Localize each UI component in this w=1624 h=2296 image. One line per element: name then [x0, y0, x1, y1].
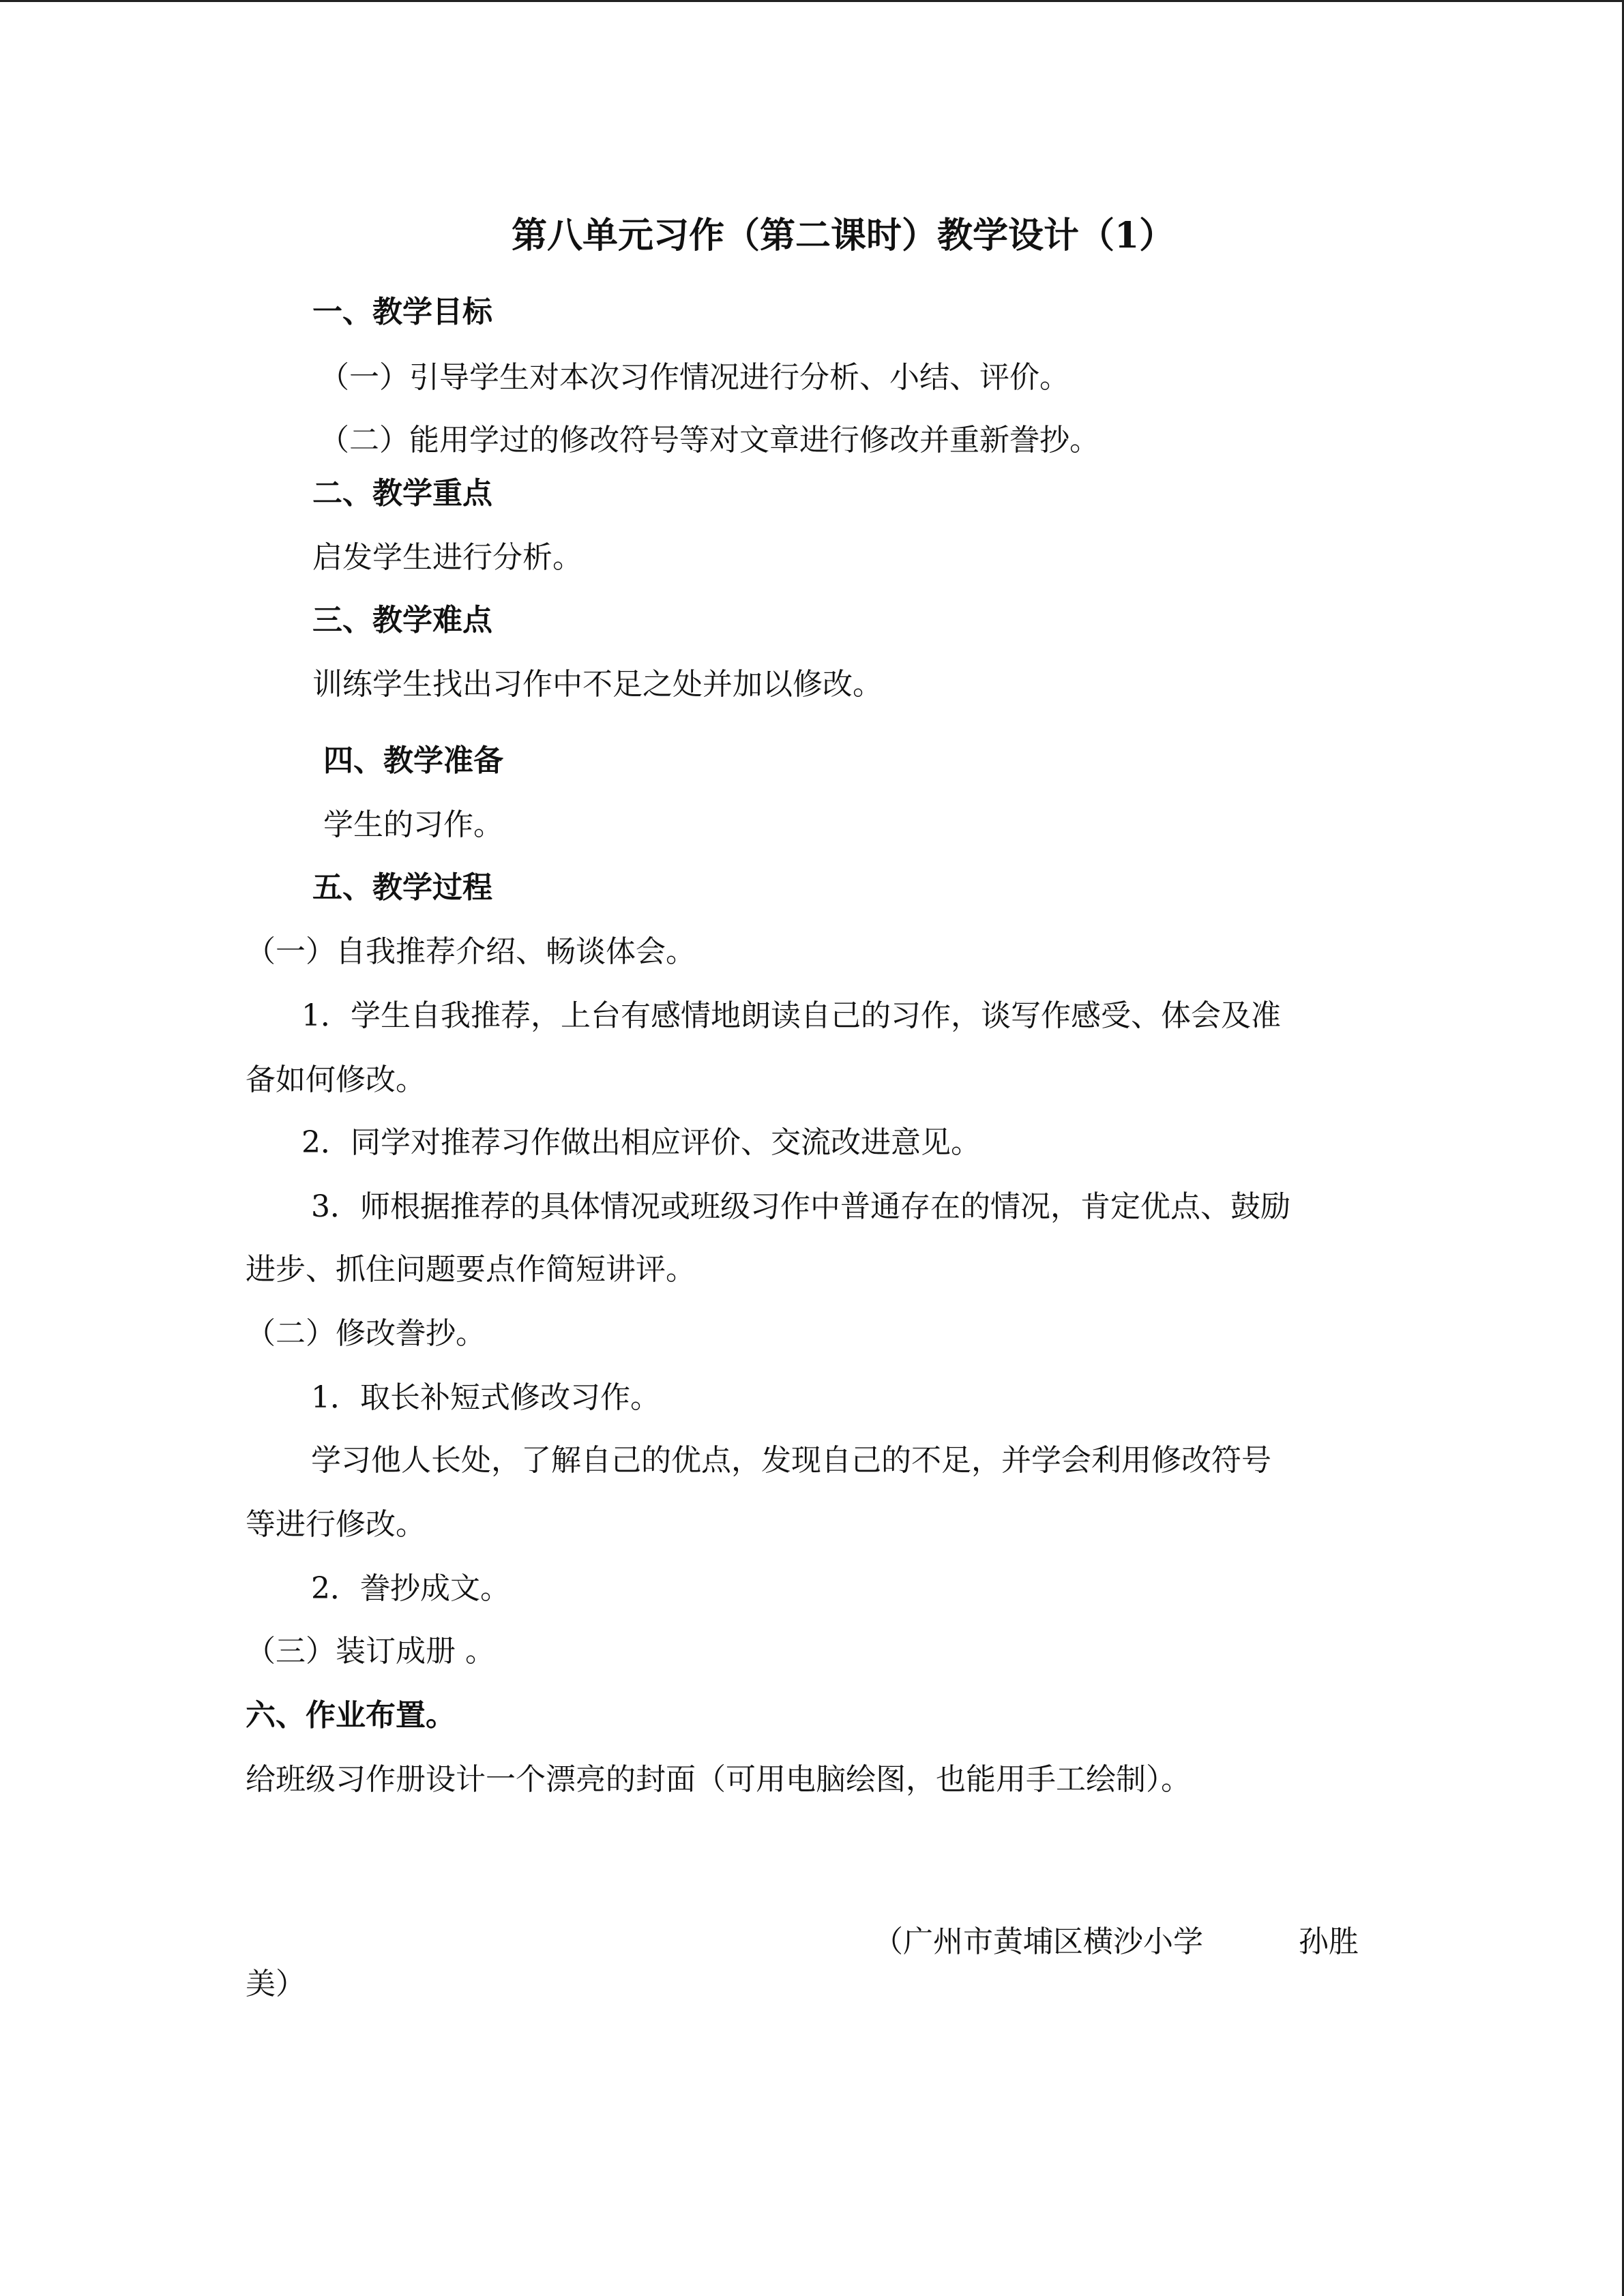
document-title: 第八单元习作（第二课时）教学设计（1） [512, 215, 1175, 256]
process-part-2-item-2: 2．誊抄成文。 [311, 1571, 510, 1606]
section-heading-homework: 六、作业布置。 [246, 1698, 456, 1733]
author-line-1: （广州市黄埔区横沙小学 孙胜 [873, 1924, 1359, 1959]
process-part-1-item-2: 2．同学对推荐习作做出相应评价、交流改进意见。 [301, 1125, 981, 1160]
process-part-3-heading: （三）装订成册 。 [246, 1634, 495, 1669]
goal-item-1: （一）引导学生对本次习作情况进行分析、小结、评价。 [319, 360, 1069, 395]
page-border-top [0, 0, 1624, 2]
key-points-text: 启发学生进行分析。 [312, 540, 582, 575]
process-part-2-item-1-text-line-1: 学习他人长处，了解自己的优点，发现自己的不足，并学会利用修改符号 [311, 1443, 1271, 1478]
goal-item-2: （二）能用学过的修改符号等对文章进行修改并重新誊抄。 [319, 423, 1099, 458]
process-part-1-item-3-line-1: 3．师根据推荐的具体情况或班级习作中普通存在的情况，肯定优点、鼓励 [311, 1189, 1290, 1224]
difficulties-text: 训练学生找出习作中不足之处并加以修改。 [312, 667, 883, 702]
process-part-2-item-1-text-line-2: 等进行修改。 [246, 1507, 426, 1542]
process-part-1-item-3-line-2: 进步、抓住问题要点作简短讲评。 [246, 1252, 696, 1287]
preparation-text: 学生的习作。 [323, 807, 503, 842]
process-part-2-item-1: 1．取长补短式修改习作。 [311, 1380, 660, 1415]
section-heading-process: 五、教学过程 [312, 870, 492, 905]
process-part-2-heading: （二）修改誊抄。 [246, 1316, 486, 1351]
author-line-2: 美） [246, 1967, 306, 2001]
section-heading-difficulties: 三、教学难点 [312, 603, 492, 638]
section-heading-key-points: 二、教学重点 [312, 476, 492, 511]
process-part-1-item-1-line-1: 1．学生自我推荐，上台有感情地朗读自己的习作，谈写作感受、体会及准 [301, 998, 1281, 1033]
homework-text: 给班级习作册设计一个漂亮的封面（可用电脑绘图，也能用手工绘制）。 [246, 1762, 1191, 1797]
section-heading-goals: 一、教学目标 [312, 295, 492, 329]
process-part-1-item-1-line-2: 备如何修改。 [246, 1062, 426, 1097]
process-part-1-heading: （一）自我推荐介绍、畅谈体会。 [246, 934, 696, 969]
section-heading-preparation: 四、教学准备 [323, 743, 503, 778]
